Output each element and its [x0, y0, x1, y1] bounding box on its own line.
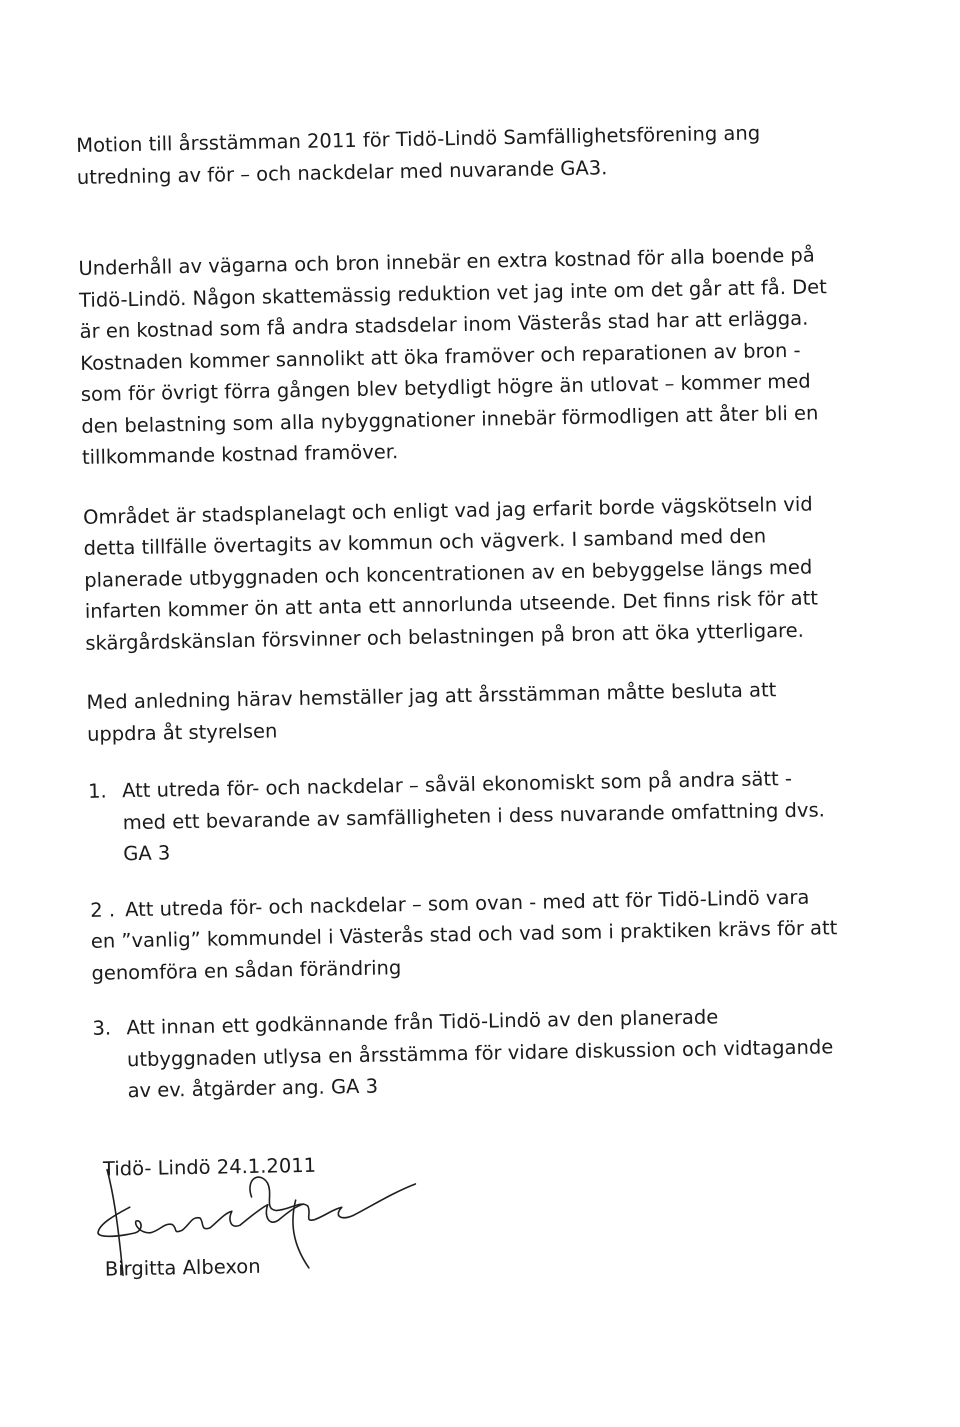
list-item-3: [92, 999, 864, 1108]
list-item-number: 2 .: [90, 897, 116, 922]
title-line: utredning av för – och nackdelar med nuvarande GA3.: [76, 155, 608, 189]
letter-body: [76, 116, 867, 1303]
title-line: Motion till årsstämman 2011 för Tidö-Lindö Samfällighetsförening ang: [76, 121, 761, 157]
motion-title: [76, 116, 847, 193]
paragraph-line: den belastning som alla nybyggnationer innebär förmodligen att åter bli en: [81, 400, 819, 438]
paragraph-line: detta tillfälle övertagits av kommun och vägverk. I samband med den: [83, 524, 767, 560]
paragraph-line: Tidö-Lindö. Någon skattemässig reduktion vet jag inte om det går att få. Det: [78, 274, 827, 312]
list-item-1: [88, 762, 860, 871]
paragraph-costs: [78, 239, 852, 474]
request-line: Med anledning härav hemställer jag att årsstämman måtte besluta att: [86, 678, 777, 714]
paragraph-line: Området är stadsplanelagt och enligt vad jag erfarit borde vägskötseln vid: [82, 492, 813, 529]
signatory-name: Birgitta Albexon: [104, 1254, 261, 1281]
paragraph-planning: [83, 487, 856, 659]
list-item-line: en ”vanlig” kommundel i Västerås stad och vad som i praktiken krävs för att: [90, 916, 838, 953]
list-item-line: GA 3: [123, 841, 171, 866]
signature-stroke-loop: [250, 1174, 416, 1221]
paragraph-line: infarten kommer ön att anta ett annorlunda utseende. Det finns risk för att: [84, 586, 819, 623]
list-item-line: utbyggnaden utlysa en årsstämma för vidare diskussion och vidtagande: [126, 1034, 834, 1071]
paragraph-line: Kostnaden kommer sannolikt att öka framöver och reparationen av bron -: [80, 338, 801, 375]
paragraph-line: planerade utbyggnaden och koncentrationen av en bebyggelse längs med: [84, 555, 813, 592]
list-item-line: Att utreda för- och nackdelar – som ovan - med att för Tidö-Lindö vara: [124, 885, 810, 921]
paragraph-line: tillkommande kostnad framöver.: [81, 440, 399, 469]
signature-stroke-main: [98, 1204, 305, 1237]
signature-stroke-tail: [293, 1199, 309, 1267]
request-paragraph: [86, 673, 857, 750]
paragraph-line: skärgårdskänslan försvinner och belastningen på bron att öka ytterligare.: [85, 618, 805, 655]
list-item-line: genomföra en sådan förändring: [91, 955, 402, 985]
paragraph-line: Underhåll av vägarna och bron innebär en extra kostnad för alla boende på: [78, 243, 815, 280]
list-item-line: av ev. åtgärder ang. GA 3: [127, 1074, 379, 1103]
paragraph-line: är en kostnad som få andra stadsdelar inom Västerås stad har att erlägga.: [79, 306, 809, 343]
list-item-line: Att innan ett godkännande från Tidö-Lindö av den planerade: [126, 1005, 719, 1040]
signature-block: [95, 1139, 868, 1303]
list-item-line: med ett bevarande av samfälligheten i dess nuvarande omfattning dvs.: [122, 797, 826, 834]
list-item-2: [90, 880, 862, 989]
list-item-line: Att utreda för- och nackdelar – såväl ekonomiskt som på andra sätt -: [121, 766, 793, 803]
request-line: uppdra åt styrelsen: [86, 718, 278, 746]
list-item-number: 3.: [92, 1016, 112, 1040]
place-date: Tidö- Lindö 24.1.2011: [102, 1153, 317, 1181]
list-item-number: 1.: [87, 779, 107, 803]
paragraph-line: som för övrigt förra gången blev betydligt högre än utlovat – kommer med: [80, 369, 811, 406]
